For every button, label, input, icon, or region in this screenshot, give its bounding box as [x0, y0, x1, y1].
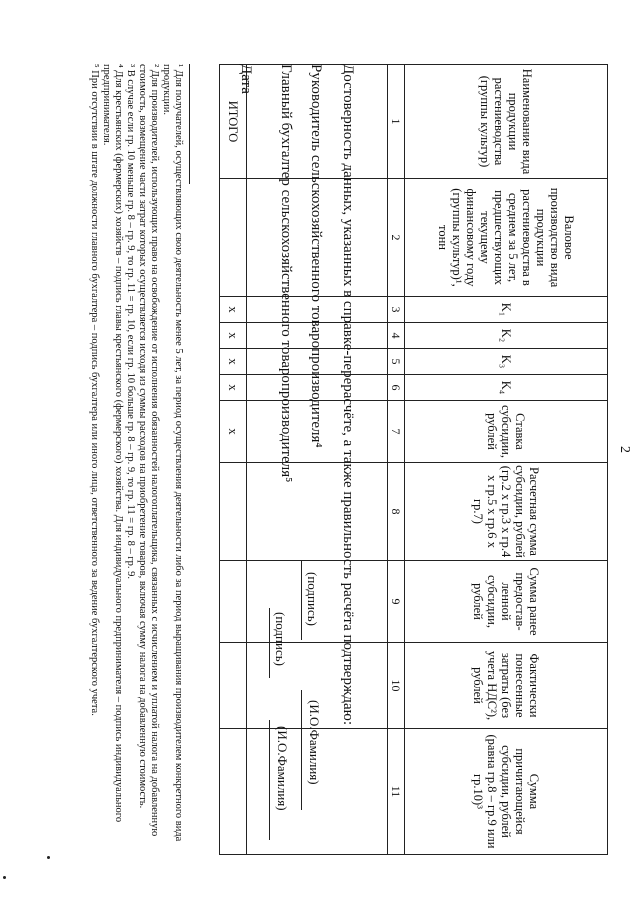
footnote-separator [189, 64, 190, 184]
table-cell: x [220, 349, 247, 375]
column-number: 2 [388, 179, 405, 297]
scan-dot [3, 876, 6, 879]
table-header-cell: K₄ [405, 375, 608, 401]
table-cell[interactable] [220, 463, 247, 561]
table-cell[interactable] [220, 561, 247, 643]
accountant-name-line[interactable] [269, 720, 270, 840]
column-number: 8 [388, 463, 405, 561]
table-cell: x [220, 323, 247, 349]
head-name-caption: (И.О.Фамилия) [307, 700, 322, 785]
table-total-row [220, 65, 247, 855]
scan-dot [47, 856, 50, 859]
column-number: 11 [388, 729, 405, 855]
column-number: 10 [388, 643, 405, 729]
table-header-cell: Сумма причитающейся субсидии, рублей (равна гр.8 – гр.9 или гр.10)³ [405, 729, 608, 855]
date-label: Дата [238, 64, 254, 94]
table-header-cell: K₁ [405, 297, 608, 323]
table-cell: x [220, 297, 247, 323]
footnote-3: ³ В случае если гр. 10 меньше гр. 8 – гр. 9, то гр. 11 = гр. 10, если гр. 10 больше гр. 8 – гр. 9, то гр. 11 = гр. 8 – гр. 9. [125, 64, 136, 580]
head-name-line[interactable] [301, 690, 302, 810]
table-header-cell: K₂ [405, 323, 608, 349]
table-cell[interactable] [220, 179, 247, 297]
column-number: 7 [388, 401, 405, 463]
accountant-signature-line[interactable] [269, 608, 270, 678]
footnote-4: ⁴ Для крестьянских (фермерских) хозяйств – подпись главы крестьянского (фермерского) хозяйства. Для индивидуального предпринимателя – подпись индивидуального предпринимателя. [101, 64, 124, 823]
footnotes [88, 64, 184, 864]
table-cell[interactable] [220, 729, 247, 855]
accountant-signature-caption: (подпись) [273, 612, 288, 666]
column-number: 4 [388, 323, 405, 349]
table-header-cell: Расчетная сумма субсидии, рублей (гр.2 x гр.3 x гр.4 x гр.5 x гр.6 x гр.7) [405, 463, 608, 561]
table-header-cell: Ставка субсидии, рублей [405, 401, 608, 463]
table-header-cell: Сумма ранее предостав-ленной субсидии, рублей [405, 561, 608, 643]
accountant-name-caption: (И.О.Фамилия) [275, 726, 290, 811]
table-cell[interactable] [220, 643, 247, 729]
column-number: 3 [388, 297, 405, 323]
total-label: ИТОГО [220, 65, 247, 179]
column-number: 5 [388, 349, 405, 375]
table-header-cell: Валовое производство вида продукции растениеводства в среднем за 5 лет, предшествующих текущему финансовому году (группы культур)¹, тонн [405, 179, 608, 297]
column-number: 6 [388, 375, 405, 401]
table-header-cell: Наименование вида продукции растениеводства (группы культур) [405, 65, 608, 179]
column-number: 9 [388, 561, 405, 643]
head-signature-line[interactable] [301, 560, 302, 640]
table-header-cell: K₃ [405, 349, 608, 375]
footnote-2: ² Для производителей, использующих право на освобождение от исполнения обязанностей налогоплательщика, связанных с исчислением и уплатой налога на добавленную стоимость, возмещение части затрат которых осуществляется исходя из суммы расходов на приобретение товаров, включая сумму налога на добавленную стоимость. [137, 64, 160, 837]
head-signature-caption: (подпись) [305, 572, 320, 626]
accountant-signature-label: Главный бухгалтер сельскохозяйственного товаропроизводителя⁵ [278, 64, 294, 483]
confirmation-text: Достоверность данных, указанных в справке-перерасчёте, а также правильность расчёта подтверждаю: [340, 64, 356, 725]
column-number: 1 [388, 65, 405, 179]
table-cell: x [220, 375, 247, 401]
table-cell: x [220, 401, 247, 463]
footnote-5: ⁵ При отсутствии в штате должности главного бухгалтера – подпись бухгалтера или иного лица, ответственного за ведение бухгалтерского учета. [89, 64, 100, 716]
table-column-number-row [388, 65, 405, 855]
page-number: 2 [617, 446, 632, 453]
table-cell[interactable] [247, 463, 388, 561]
table-header-row [405, 65, 608, 855]
head-signature-label: Руководитель сельскохозяйственного товаропроизводителя⁴ [308, 64, 324, 448]
footnote-1: ¹ Для получателей, осуществляющих свою деятельность менее 5 лет, за период осуществления деятельности либо за период выращивания производителем конкретного вида продукции. [161, 64, 184, 842]
table-header-cell: Фактически понесенные затраты (без учета НДС²), рублей [405, 643, 608, 729]
